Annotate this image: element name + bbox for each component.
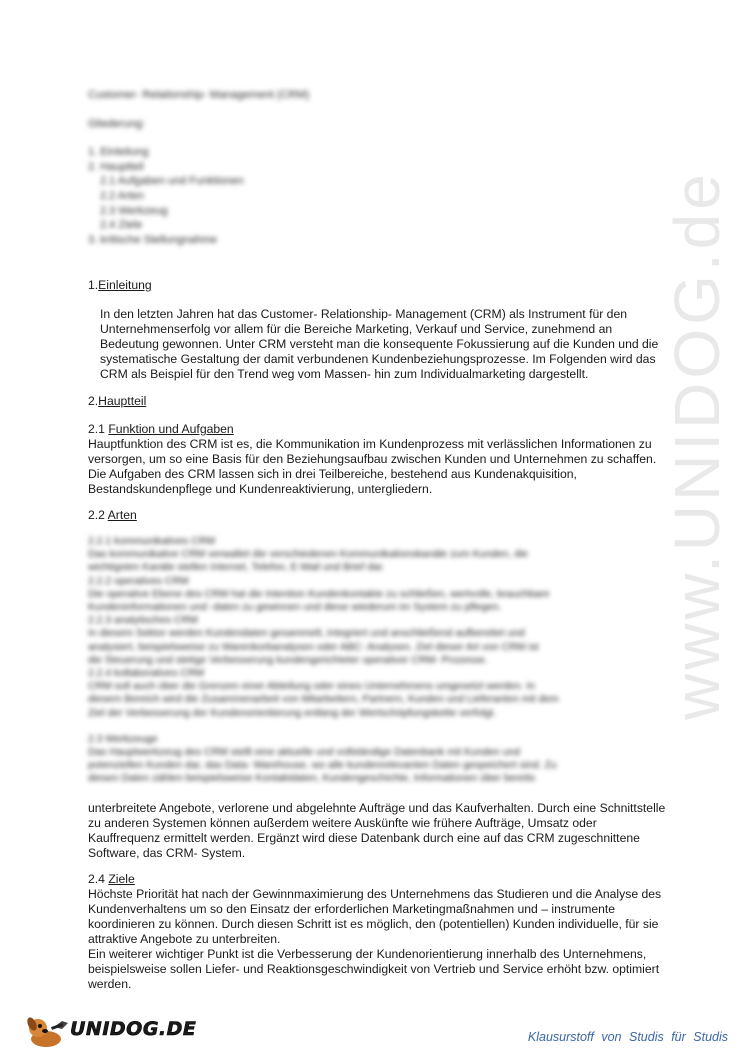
section-introduction [88, 278, 668, 382]
blurred-line [88, 720, 668, 733]
blurred-line: Das Hauptwerkzeug des CRM stellt eine aktuelle und vollständige Datenbank mit Kunden und [88, 747, 521, 759]
blurred-line: 2.2.2 operatives CRM [88, 575, 189, 587]
section-functions [88, 422, 668, 497]
outline-item: 3. kritische Stellungnahme [88, 233, 218, 246]
blurred-line: potenziellen Kunden dar, das Data- Warehouse, wo alle kundenrelevanten Daten gespeichert sind. Zu [88, 760, 557, 772]
section-number: 2.1 [88, 422, 105, 436]
watermark: www.UNIDOG.de [661, 170, 733, 720]
outline-list [88, 145, 648, 247]
blurred-line: die Steuerung und stetige Verbesserung kundengerichteter operativer CRM- Prozesse. [88, 654, 488, 666]
outline-item: 2.2 Arten [100, 189, 145, 202]
section-body: unterbreitete Angebote, verlorene und abgelehnte Aufträge und das Kaufverhalten. Durch eine Schnittstelle zu anderen Systemen können außerdem weitere Auskünfte wie frühere Aufträge, Umsatz oder Kauffrequenz ermittelt werden. Ergänzt wird diese Datenbank durch eine auf das CRM zugeschnittene Software, das CRM- System. [88, 801, 666, 860]
section-heading [88, 508, 668, 523]
outline-item: 2.3 Werkzeug [100, 204, 168, 217]
blurred-text-block [88, 535, 668, 786]
document-title: Customer- Relationship- Management (CRM) [88, 89, 310, 101]
section-title: Funktion und Aufgaben [108, 422, 234, 436]
section-body: In den letzten Jahren hat das Customer- Relationship- Management (CRM) als Instrument für den Unternehmenserfolg vor allem für die Bereiche Marketing, Verkauf und Service, zunehmend an Bedeutung gewonnen. Unter CRM versteht man die konsequente Fokussierung auf die Kunden und die systematische Gestaltung der damit verbundenen Kundenbeziehungsprozesse. Im Folgenden wird das CRM als Beispiel für den Trend weg vom Massen- hin zum Individualmarketing dargestellt. [100, 307, 659, 381]
blurred-line: 2.2.3 analytisches CRM [88, 615, 198, 627]
blurred-line: Die operative Ebene des CRM hat die Intention Kundenkontakte zu schließen, wertvolle, brauchbare [88, 588, 550, 600]
outline-item: 2. Hauptteil [88, 160, 144, 173]
outline-item: 1. Einleitung [88, 146, 149, 159]
outline-label: Gliederung: [88, 117, 145, 130]
blurred-line: Ziel der Verbesserung der Kundenorientierung entlang der Wertschöpfungskette verfolgt. [88, 707, 497, 719]
blurred-line: diesen Daten zählen beispielsweise Kontaktdaten, Kundengeschichte, Informationen über bereits [88, 773, 536, 785]
section-heading [88, 422, 668, 437]
section-types [88, 508, 668, 523]
blurred-line: Kundeninformationen und -daten zu gewinnen und diese wiederum im System zu pflegen. [88, 602, 502, 614]
section-title: Hauptteil [98, 394, 147, 408]
section-number: 2.2 [88, 508, 105, 522]
section-heading [88, 394, 668, 409]
logo-text: UNIDOG.DE [70, 1018, 197, 1040]
outline-item: 2.1 Aufgaben und Funktionen [100, 175, 244, 188]
dog-mascot-icon [24, 1013, 70, 1049]
section-number: 2. [88, 394, 99, 408]
section-heading [88, 872, 668, 887]
section-title: Ziele [108, 872, 135, 886]
section-body: Höchste Priorität hat nach der Gewinnmaximierung des Unternehmens das Studieren und die Analyse des Kundenverhaltens um so den Einsatz der erforderlichen Marketingmaßnahmen und – instrumente koordinieren zu können. Durch diesen Schritt ist es möglich, den (potentiellen) Kunden individuelle, für sie attraktive Angebote zu unterbreiten. [88, 887, 662, 946]
blurred-line: 2.3 Werkzeuge [88, 733, 158, 745]
blurred-line: diesem Bereich wird die Zusammenarbeit von Mitarbeitern, Partnern, Kunden und Lieferanten mit dem [88, 694, 559, 706]
outline-item: 2.4 Ziele [100, 219, 143, 232]
section-title: Einleitung [98, 278, 152, 292]
blurred-line: In diesem Sektor werden Kundendaten gesammelt, integriert und anschließend aufbereitet und [88, 628, 525, 640]
blurred-line: Das kommunikative CRM verwaltet die verschiedenen Kommunikationskanäle zum Kunden, die [88, 549, 529, 561]
blurred-line: wichtigsten Kanäle stellen Internet, Telefon, E-Mail und Brief dar. [88, 562, 385, 574]
blurred-line: 2.2.4 kollaboratives CRM [88, 668, 205, 680]
blurred-line: CRM soll auch über die Grenzen einer Abteilung oder eines Unternehmens umgesetzt werden. In [88, 681, 536, 693]
section-number: 2.4 [88, 872, 105, 886]
blurred-outline [88, 88, 648, 247]
section-number: 1. [88, 278, 99, 292]
section-body: Ein weiterer wichtiger Punkt ist die Verbesserung der Kundenorientierung innerhalb des Unternehmens, beispielsweise sollen Liefer- und Reaktionsgeschwindigkeit von Vertrieb und Service erhöht bzw. optimiert werden. [88, 947, 660, 991]
unidog-logo [24, 1013, 197, 1049]
section-title: Arten [107, 508, 137, 522]
section-goals [88, 872, 668, 992]
footer-tagline: Klausurstoff von Studis für Studis [527, 1030, 728, 1044]
section-body: Hauptfunktion des CRM ist es, die Kommunikation im Kundenprozess mit verlässlichen Informationen zu versorgen, um so eine Basis für den Beziehungsaufbau zwischen Kunden und Unternehmen zu schaffen. Die Aufgaben des CRM lassen sich in drei Teilbereiche, bestehend aus Kundenakquisition, Bestandskundenpflege und Kundenreaktivierung, untergliedern. [88, 437, 657, 496]
section-heading [88, 278, 668, 293]
blurred-line: 2.2.1 kommunikatives CRM [88, 536, 216, 547]
section-main [88, 394, 668, 409]
blurred-line: analysiert, beispielsweise zu Warenkorbanalysen oder ABC- Analysen. Ziel dieser Art von CRM ist [88, 641, 539, 653]
section-tools-continued [88, 801, 668, 861]
